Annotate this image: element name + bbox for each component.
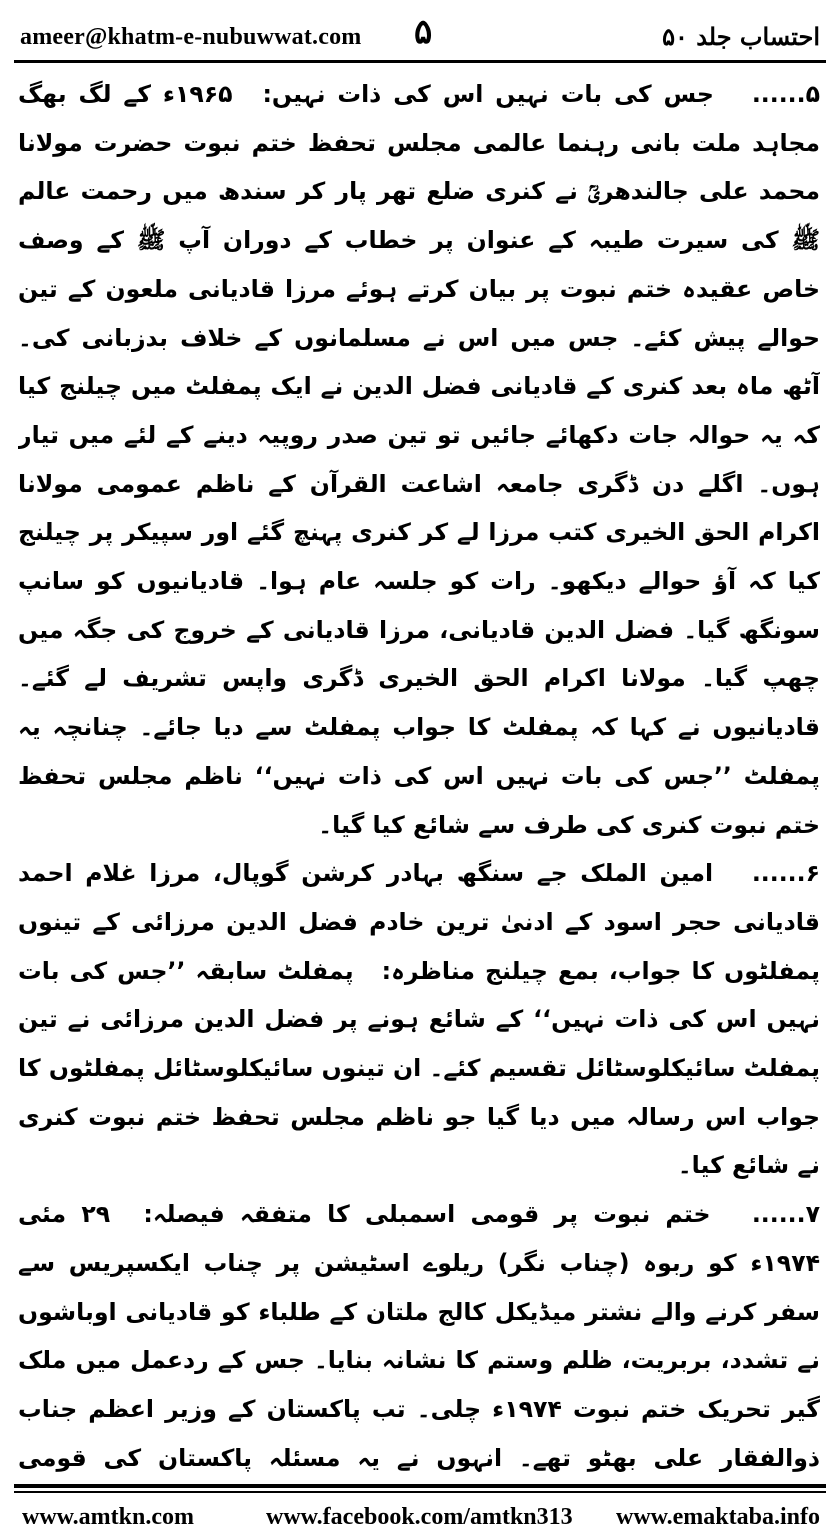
section-7 — [18, 1190, 820, 1475]
section-text: ۲۹ مئی ۱۹۷۴ء کو ربوہ (چناب نگر) ریلوے اسٹیشن پر چناب ایکسپریس سے سفر کرنے والے نشتر میڈیکل کالج ملتان کے طلباء کو قادیانی اوباشوں نے تشدد، بربریت، ظلم وستم کا نشانہ بنایا۔ جس کے ردعمل میں ملک گیر تحریک ختم نبوت ۱۹۷۴ء چلی۔ تب پاکستان کے وزیر اعظم جناب ذوالفقار علی بھٹو تھے۔ انہوں نے یہ مسئلہ پاکستان کی قومی — [18, 1200, 820, 1472]
section-title: ختم نبوت پر قومی اسمبلی کا متفقہ فیصلہ: — [143, 1200, 711, 1229]
section-text: پمفلٹ سابقہ ’’جس کی بات نہیں اس کی ذات نہیں‘‘ کے شائع ہونے پر فضل الدین مرزائی نے تین پمفلٹ سائیکلوسٹائل تقسیم کئے۔ ان تینوں سائیکلوسٹائل پمفلٹوں کا جواب اس رسالہ میں دیا گیا جو ناظم مجلس تحفظ ختم نبوت کنری نے شائع کیا۔ — [18, 956, 820, 1180]
page-body — [18, 70, 820, 1475]
footer-link-facebook[interactable]: www.facebook.com/amtkn313 — [266, 1504, 573, 1530]
page-number: ۵ — [414, 12, 433, 52]
section-text: ۱۹۶۵ء کے لگ بھگ مجاہد ملت بانی رہنما عالمی مجلس تحفظ ختم نبوت حضرت مولانا محمد علی جالندھریؒ نے کنری ضلع تھر پار کر سندھ میں رحمت عالم ﷺ کی سیرت طیبہ کے عنوان پر خطاب کے دوران آپ ﷺ کے وصف خاص عقیدہ ختم نبوت پر بیان کرتے ہوئے مرزا قادیانی ملعون کے تین حوالے پیش کئے۔ جس میں اس نے مسلمانوں کے خلاف بدزبانی کی۔ آٹھ ماہ بعد کنری کے قادیانی فضل الدین نے ایک پمفلٹ میں چیلنج کیا کہ یہ حوالہ جات دکھائے جائیں تو تین صدر روپیہ دینے کے لئے میں تیار ہوں۔ اگلے دن ڈگری جامعہ اشاعت القرآن کے ناظم عمومی مولانا اکرام الحق الخیری کتب مرزا لے کر کنری پہنچ گئے اور سپیکر پر چیلنج کیا کہ آؤ حوالے دیکھو۔ رات کو جلسہ عام ہوا۔ قادیانیوں کو سانپ سونگھ گیا۔ فضل الدین قادیانی، مرزا قادیانی کے خروج کی جگہ میں چھپ گیا۔ مولانا اکرام الحق الخیری ڈگری واپس تشریف لے گئے۔ قادیانیوں نے کہا کہ پمفلٹ کا جواب پمفلٹ سے دیا جائے۔ چنانچہ یہ پمفلٹ ’’جس کی بات نہیں اس کی ذات نہیں‘‘ ناظم مجلس تحفظ ختم نبوت کنری کی طرف سے شائع کیا گیا۔ — [18, 80, 820, 839]
section-number: ۷...... — [751, 1200, 820, 1229]
book-title: احتساب جلد ۵۰ — [662, 22, 820, 51]
section-number: ۶...... — [751, 859, 820, 888]
section-title: جس کی بات نہیں اس کی ذات نہیں: — [262, 80, 714, 108]
footer-rule-thick — [14, 1484, 826, 1488]
footer-link-emaktaba[interactable]: www.emaktaba.info — [615, 1504, 820, 1530]
section-6 — [18, 849, 820, 1190]
page-footer — [16, 1496, 824, 1536]
section-5 — [18, 70, 820, 849]
footer-rule-thin — [14, 1491, 826, 1493]
section-title: امین الملک جے سنگھ بہادر کرشن گوپال، مرزا غلام احمد قادیانی حجر اسود کے ادنیٰ ترین خادم فضل الدین مرزائی کے تینوں پمفلٹوں کا جواب، بمع چیلنج مناظرہ: — [18, 859, 820, 985]
page-header — [14, 10, 824, 62]
footer-link-amtkn[interactable]: www.amtkn.com — [22, 1504, 194, 1530]
header-rule — [14, 60, 826, 63]
section-number: ۵...... — [751, 80, 820, 108]
header-email: ameer@khatm-e-nubuwwat.com — [20, 24, 362, 50]
